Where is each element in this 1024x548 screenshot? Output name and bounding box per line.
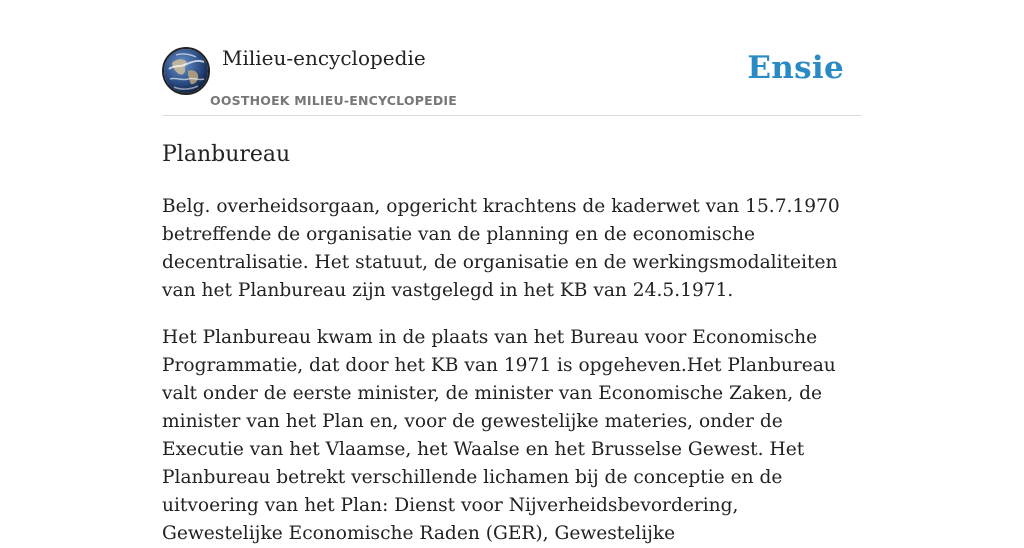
site-subtitle: OOSTHOEK MILIEU-ENCYCLOPEDIE xyxy=(210,93,457,108)
article-title: Planbureau xyxy=(162,142,291,167)
site-header xyxy=(162,0,862,116)
site-logo-avatar[interactable] xyxy=(162,47,210,95)
article-paragraph: Belg. overheidsorgaan, opgericht krachtens de kaderwet van 15.7.1970 betreffende de organisatie van de planning en de economische decentralisatie. Het statuut, de organisatie en de werkingsmodaliteiten van het Planbureau zijn vastgelegd in het KB van 24.5.1971. xyxy=(162,196,840,301)
article xyxy=(162,141,862,548)
brand-logo-link[interactable]: Ensie xyxy=(747,50,844,86)
article-paragraph: Het Planbureau kwam in de plaats van het Bureau voor Economische Programmatie, dat door het KB van 1971 is opgeheven.Het Planbureau valt onder de eerste minister, de minister van Economische Zaken, de minister van het Plan en, voor de gewestelijke materies, onder de Executie van het Vlaamse, het Waalse en het Brusselse Gewest. Het Planbureau betrekt verschillende lichamen bij de conceptie en de uitvoering van het Plan: Dienst voor Nijverheidsbevordering, Gewestelijke Economische Raden (GER), Gewestelijke xyxy=(162,327,836,544)
site-title-link[interactable]: Milieu-encyclopedie xyxy=(222,46,426,70)
earth-globe-icon xyxy=(164,49,208,93)
page xyxy=(162,0,862,544)
